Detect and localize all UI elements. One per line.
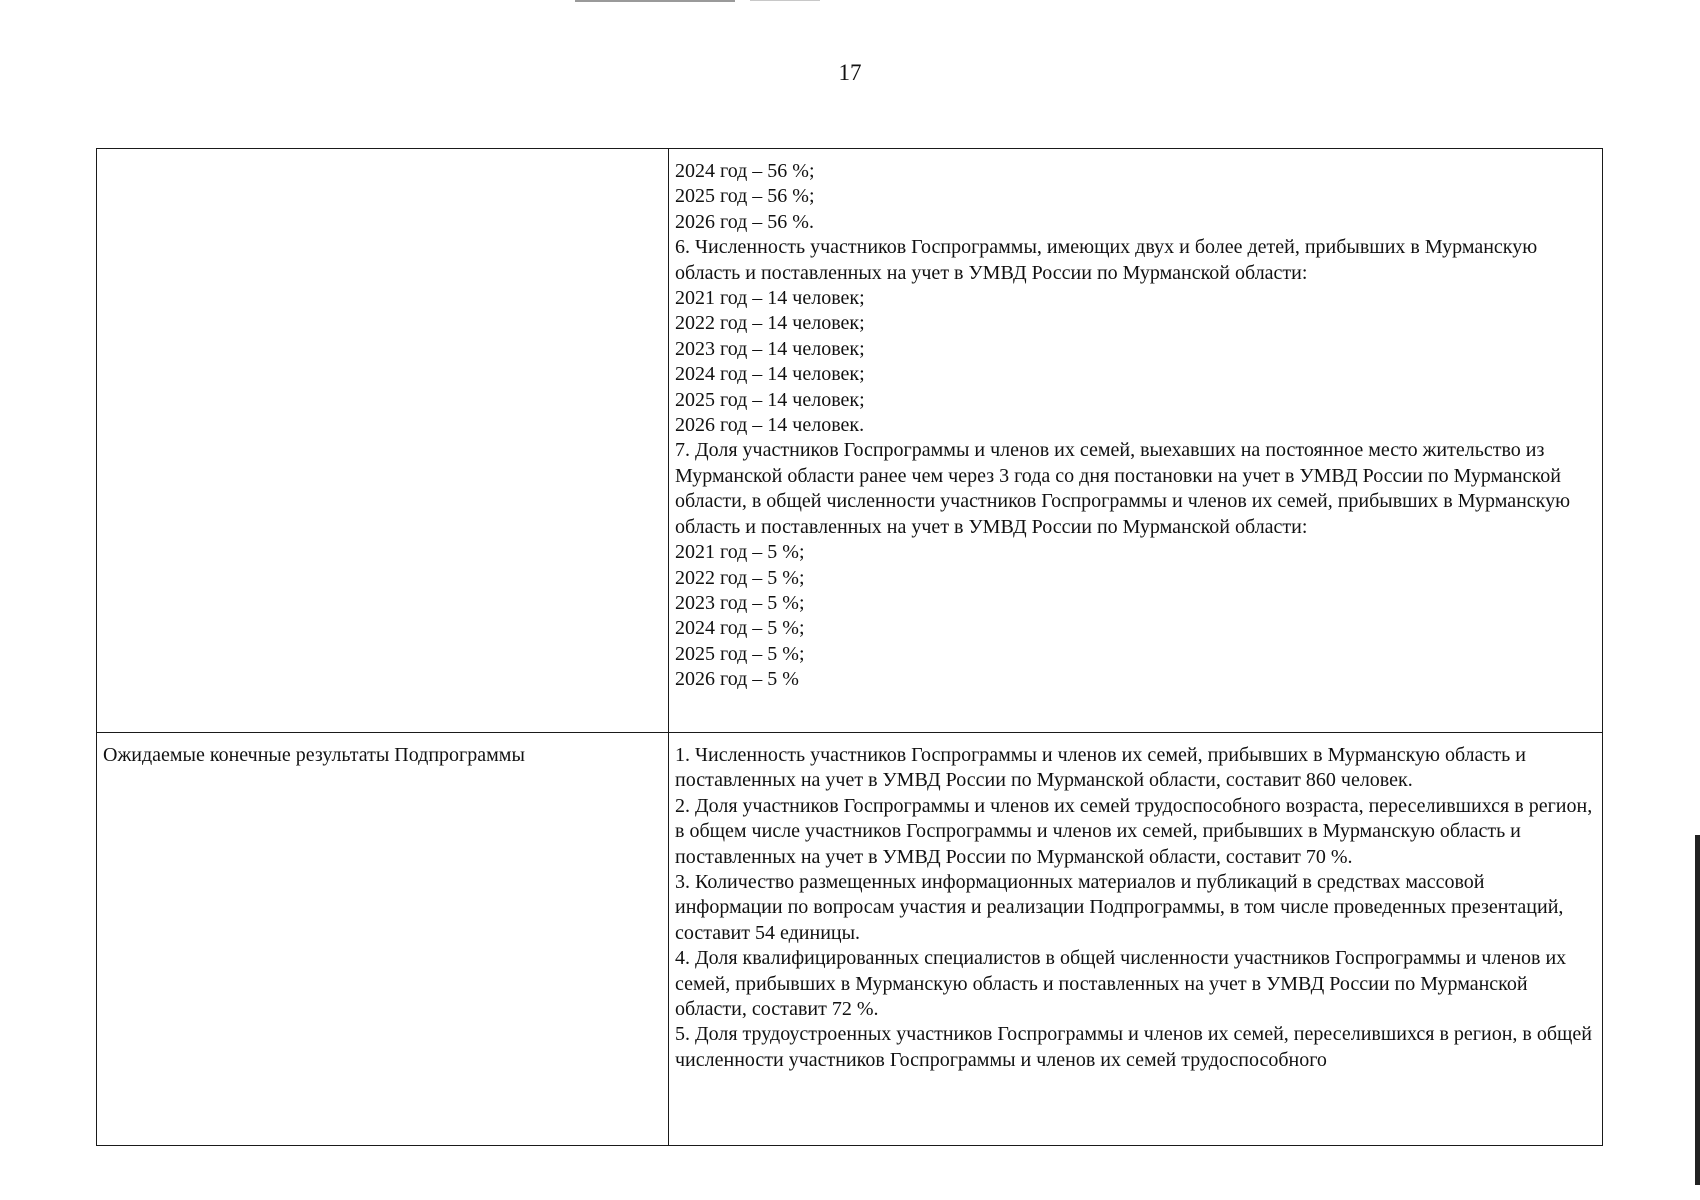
text-line: 7. Доля участников Госпрограммы и членов их семей, выехавших на постоянное место жительство из Мурманской области ранее чем через 3 года со дня постановки на учет в УМВД России по Мурманской области, в общей численности участников Госпрограммы и членов их семей, прибывших в Мурманскую область и поставленных на учет в УМВД России по Мурманской области: — [675, 439, 1571, 538]
table-row — [97, 733, 1603, 1146]
text-line: 2025 год – 14 человек; — [675, 388, 865, 411]
text-line: 2024 год – 56 %; — [675, 160, 815, 182]
text-line: 4. Доля квалифицированных специалистов в общей численности участников Госпрограммы и членов их семей, прибывших в Мурманскую область и поставленных на учет в УМВД России по Мурманской области, составит 72 %. — [675, 947, 1567, 1021]
text-line: 5. Доля трудоустроенных участников Госпрограммы и членов их семей, переселившихся в регион, в общей численности участников Госпрограммы и членов их семей трудоспособного — [675, 1023, 1592, 1071]
text-line: 2. Доля участников Госпрограммы и членов их семей трудоспособного возраста, переселившихся в регион, в общем числе участников Госпрограммы и членов их семей, прибывших в Мурманскую область и поставленных на учет в УМВД России по Мурманской области, составит 70 %. — [675, 794, 1593, 868]
text-line: 2021 год – 14 человек; — [675, 287, 865, 310]
text-line: 3. Количество размещенных информационных материалов и публикаций в средствах массовой информации по вопросам участия и реализации Подпрограммы, в том числе проведенных презентаций, составит 54 единицы. — [675, 871, 1564, 944]
text-line: 2026 год – 5 % — [675, 668, 799, 691]
page-number: 17 — [838, 60, 862, 85]
text-line: 2022 год – 5 %; — [675, 566, 805, 589]
table-row — [97, 149, 1603, 733]
text-line: 6. Численность участников Госпрограммы, имеющих двух и более детей, прибывших в Мурманскую область и поставленных на учет в УМВД России по Мурманской области: — [675, 236, 1538, 284]
scan-mark — [575, 0, 735, 2]
scan-mark — [750, 0, 820, 1]
table-cell-content — [669, 149, 1603, 733]
text-line: 2025 год – 5 %; — [675, 642, 805, 665]
table-cell-label — [97, 149, 669, 733]
text-line: 2021 год – 5 %; — [675, 541, 805, 564]
passport-table — [96, 148, 1603, 1146]
text-line: 2025 год – 56 %; — [675, 185, 815, 208]
text-line: 2023 год – 5 %; — [675, 591, 805, 614]
text-line: 2026 год – 14 человек. — [675, 414, 865, 437]
text-line: 2024 год – 5 %; — [675, 617, 805, 640]
text-line: 2022 год – 14 человек; — [675, 312, 865, 335]
text-line: 2023 год – 14 человек; — [675, 337, 865, 360]
scan-edge — [1695, 835, 1700, 1185]
text-line: 2024 год – 14 человек; — [675, 363, 865, 386]
text-line: 1. Численность участников Госпрограммы и членов их семей, прибывших в Мурманскую область и поставленных на учет в УМВД России по Мурманской области, составит 860 человек. — [675, 744, 1526, 792]
table-cell-content — [669, 733, 1603, 1146]
table-cell-label: Ожидаемые конечные результаты Подпрограммы — [97, 733, 669, 1146]
text-line: 2026 год – 56 %. — [675, 210, 814, 233]
